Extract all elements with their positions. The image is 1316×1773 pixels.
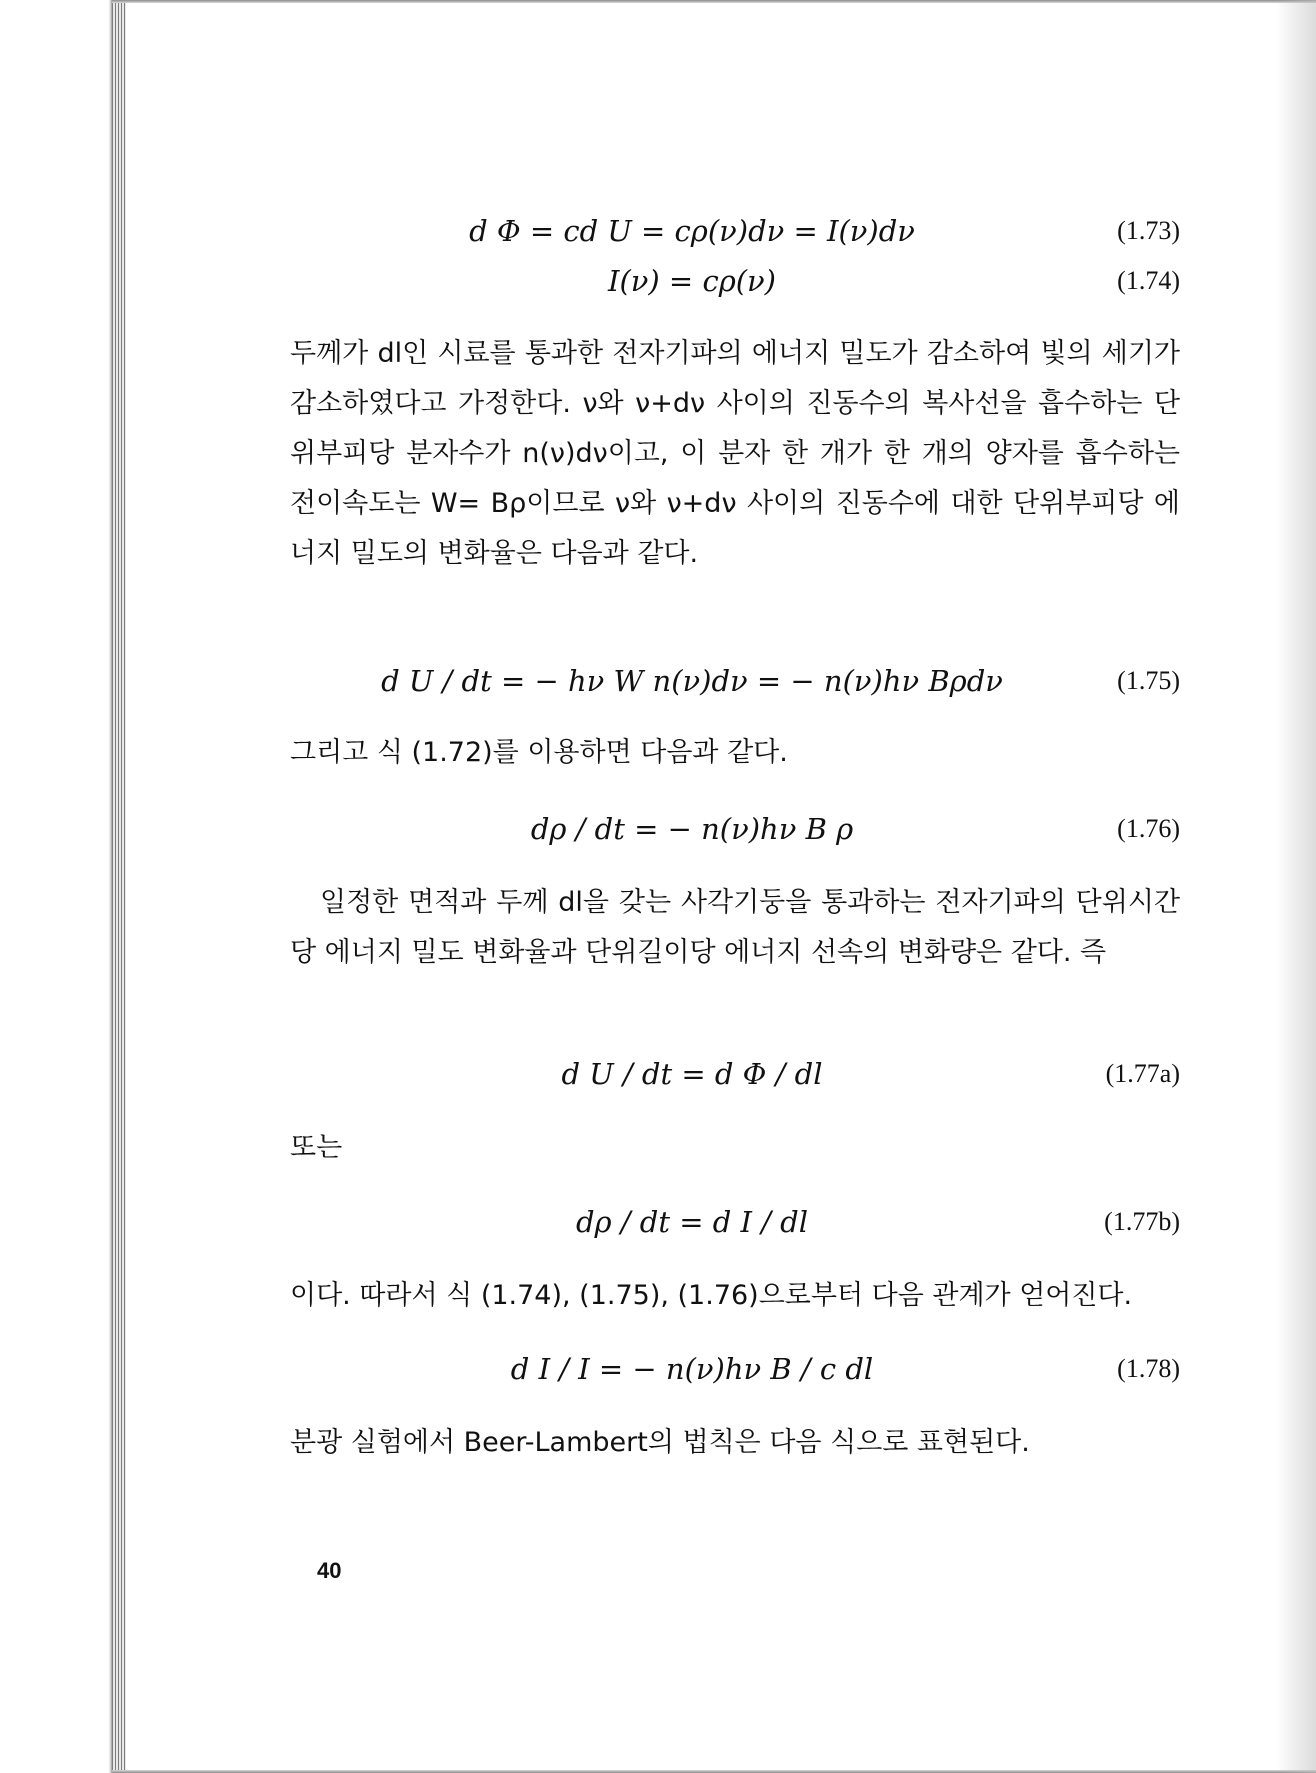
equation-1-74 [292,261,1180,301]
paragraph-intensity-decrease: 두께가 dl인 시료를 통과한 전자기파의 에너지 밀도가 감소하여 빛의 세기가 감소하였다고 가정한다. ν와 ν+dν 사이의 진동수의 복사선을 흡수하는 단위부피당 분자수가 n(ν)dν이고, 이 분자 한 개가 한 개의 양자를 흡수하는 전이속도는 W= Bρ이므로 ν와 ν+dν 사이의 진동수에 대한 단위부피당 에너지 밀도의 변화율은 다음과 같다. [290,338,1180,569]
paragraph-using-1-72: 그리고 식 (1.72)를 이용하면 다음과 같다. [290,737,788,768]
equation-number: (1.76) [1117,814,1180,843]
equation-expression: d I / I = − n(ν)hν B / c dl [510,1352,874,1386]
equation-number: (1.75) [1117,666,1180,695]
paragraph-flux-balance: 일정한 면적과 두께 dl을 갖는 사각기둥을 통과하는 전자기파의 단위시간당 에너지 밀도 변화율과 단위길이당 에너지 선속의 변화량은 같다. 즉 [290,887,1180,968]
equation-expression: d U / dt = − hν W n(ν)dν = − n(ν)hν Bρdν [381,664,1003,698]
equation-number: (1.74) [1117,266,1180,295]
equation-1-75 [292,661,1180,701]
equation-number: (1.77b) [1104,1207,1180,1236]
paragraph-beer-lambert: 분광 실험에서 Beer-Lambert의 법칙은 다음 식으로 표현된다. [290,1427,1030,1458]
equation-number: (1.78) [1117,1354,1180,1383]
equation-1-78 [292,1349,1180,1389]
equation-1-76 [292,809,1180,849]
equation-number: (1.73) [1117,216,1180,245]
paragraph-or: 또는 [290,1132,343,1163]
equation-expression: dρ / dt = d I / dl [575,1205,809,1239]
equation-1-77b [292,1202,1180,1242]
equation-1-73 [292,211,1180,251]
equation-1-77a [292,1054,1180,1094]
equation-expression: d Φ = cd U = cρ(ν)dν = I(ν)dν [469,214,915,248]
equation-number: (1.77a) [1105,1059,1180,1088]
equation-expression: I(ν) = cρ(ν) [608,264,776,298]
paragraph-therefore: 이다. 따라서 식 (1.74), (1.75), (1.76)으로부터 다음 관계가 얻어진다. [290,1280,1133,1311]
page-number: 40 [317,1558,342,1583]
equation-expression: dρ / dt = − n(ν)hν B ρ [530,812,854,846]
equation-expression: d U / dt = d Φ / dl [561,1057,823,1091]
